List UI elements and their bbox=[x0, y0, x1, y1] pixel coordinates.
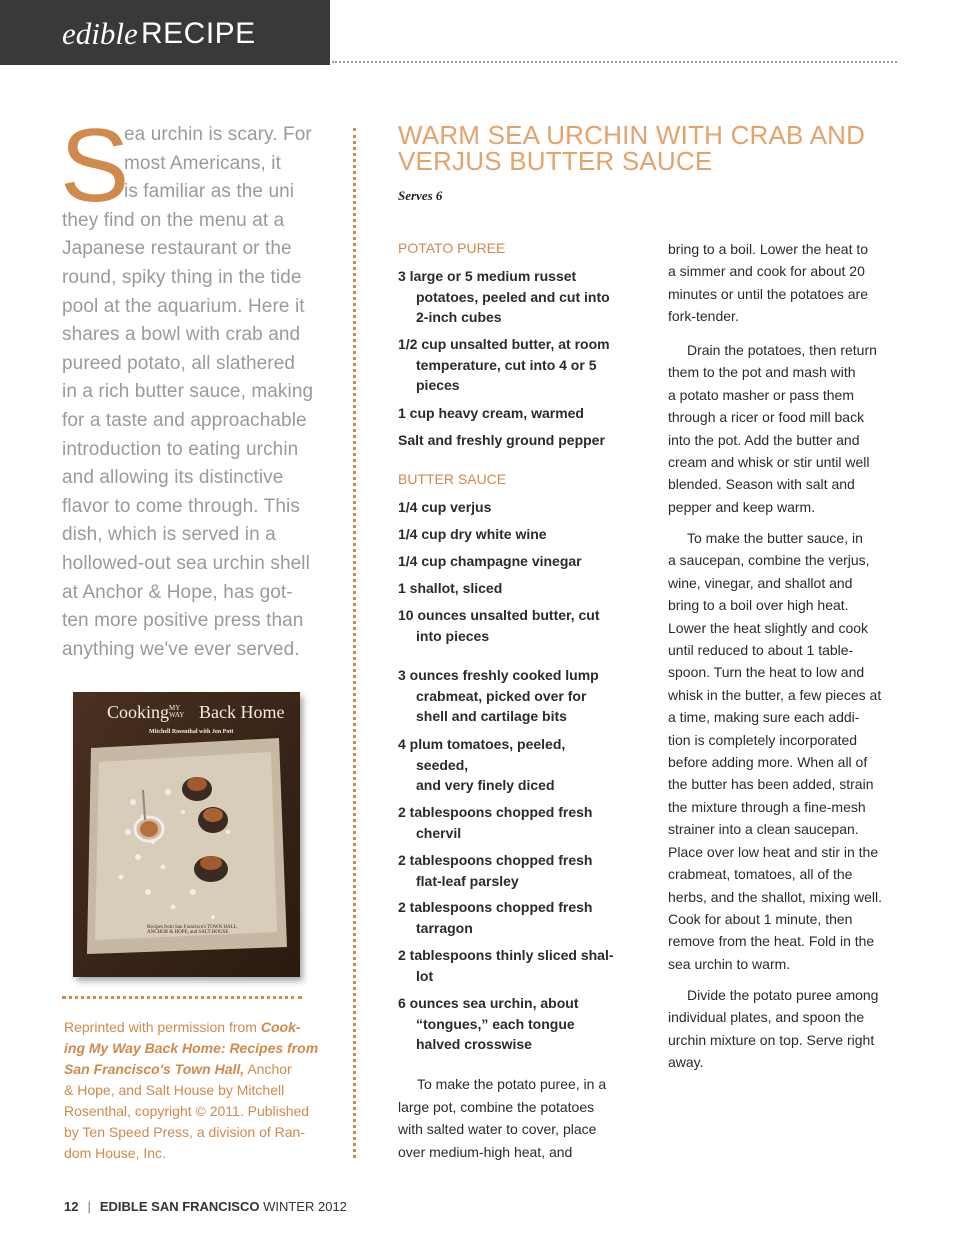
section-name: RECIPE bbox=[141, 17, 256, 50]
text-line: spoon. Turn the heat to low and bbox=[668, 664, 865, 681]
text-line: flat-leaf parsley bbox=[416, 872, 519, 889]
text-line: crabmeat, picked over for bbox=[416, 687, 587, 704]
text-line: 1/2 cup unsalted butter, at room bbox=[398, 336, 610, 352]
ingredient bbox=[398, 551, 628, 572]
intro-line: hollowed-out sea urchin shell bbox=[62, 553, 310, 574]
text-line: shell and cartilage bits bbox=[416, 708, 567, 724]
intro-line: pool at the aquarium. Here it bbox=[62, 295, 305, 317]
text-line: crabmeat, tomatoes, all of the bbox=[668, 866, 853, 883]
text-line: 2 tablespoons chopped fresh bbox=[398, 852, 593, 868]
text-line: before adding more. When all of bbox=[668, 754, 868, 771]
text-line: a potato masher or pass them bbox=[668, 386, 854, 403]
text-line: 6 ounces sea urchin, about bbox=[398, 995, 579, 1011]
text-line: bring to a boil over high heat. bbox=[668, 597, 849, 614]
ingredient bbox=[398, 605, 628, 646]
text-line: wine, vinegar, and shallot and bbox=[668, 574, 853, 591]
text-line: minutes or until the potatoes are bbox=[668, 285, 869, 302]
text-line: over medium-high heat, and bbox=[398, 1143, 573, 1160]
text-line: large pot, combine the potatoes bbox=[398, 1098, 595, 1115]
text-line: 4 plum tomatoes, peeled, bbox=[398, 736, 566, 752]
intro-line: round, spiky thing in the tide bbox=[62, 267, 302, 288]
ingredient bbox=[398, 403, 628, 424]
method-paragraph bbox=[668, 339, 900, 518]
intro-line: flavor to come through. This bbox=[62, 495, 300, 517]
column-divider bbox=[353, 128, 356, 1158]
magazine-name: EDIBLE SAN FRANCISCO bbox=[99, 1199, 260, 1214]
credit-line: by Ten Speed Press, a division of Ran- bbox=[64, 1124, 305, 1140]
servings: Serves 6 bbox=[398, 188, 443, 203]
credit-line: Reprinted with permission from Cook- bbox=[64, 1019, 301, 1035]
text-line: the mixture through a fine-mesh bbox=[668, 798, 866, 815]
text-line: remove from the heat. Fold in the bbox=[668, 933, 875, 950]
text-line: Cook for about 1 minute, then bbox=[668, 910, 853, 927]
text-line: them to the pot and mash with bbox=[668, 364, 856, 381]
text-line: blended. Season with salt and bbox=[668, 476, 855, 493]
text-line: 3 ounces freshly cooked lump bbox=[398, 667, 599, 683]
text-line: fork-tender. bbox=[668, 308, 739, 325]
text-line: sea urchin to warm. bbox=[668, 955, 791, 972]
text-line: 2 tablespoons chopped fresh bbox=[398, 804, 593, 820]
text-line: To make the butter sauce, in bbox=[687, 530, 863, 546]
page-number: 12 bbox=[64, 1199, 79, 1214]
ingredient bbox=[398, 850, 628, 891]
text-line: Salt and freshly ground pepper bbox=[398, 432, 605, 448]
text-line: Drain the potatoes, then return bbox=[687, 342, 877, 358]
text-line: with salted water to cover, place bbox=[398, 1121, 597, 1137]
text-line: away. bbox=[668, 1054, 704, 1071]
ingredient bbox=[398, 266, 628, 328]
credit-line: Rosenthal, copyright © 2011. Published bbox=[64, 1103, 310, 1119]
text-line: Place over low heat and stir in the bbox=[668, 843, 879, 860]
book-cover-image bbox=[73, 692, 300, 977]
text-line: into the pot. Add the butter and bbox=[668, 431, 860, 448]
recipe-title bbox=[398, 122, 898, 174]
intro-line: introduction to eating urchin bbox=[62, 438, 299, 460]
book-author: Mitchell Rosenthal with Jon Pott bbox=[149, 729, 234, 735]
text-line: whisk in the butter, a few pieces at bbox=[668, 686, 882, 703]
section-header bbox=[0, 0, 330, 65]
ingredient bbox=[398, 665, 628, 727]
intro-line: in a rich butter sauce, making bbox=[62, 381, 314, 403]
method-paragraph bbox=[668, 527, 900, 975]
method-paragraph bbox=[668, 984, 900, 1074]
credit-line: dom House, Inc. bbox=[64, 1145, 166, 1161]
text-line: 1 cup heavy cream, warmed bbox=[398, 405, 584, 421]
intro-line: ea urchin is scary. For bbox=[124, 124, 312, 145]
text-line: To make the potato puree, in a bbox=[417, 1076, 607, 1092]
text-line: Divide the potato puree among bbox=[687, 987, 879, 1003]
text-line: a saucepan, combine the verjus, bbox=[668, 552, 870, 569]
intro-line: pureed potato, all slathered bbox=[62, 352, 296, 374]
intro-line: and allowing its distinctive bbox=[62, 467, 284, 489]
text-line: halved crosswise bbox=[416, 1036, 532, 1052]
text-line: bring to a boil. Lower the heat to bbox=[668, 241, 869, 257]
intro-line: anything we've ever served. bbox=[62, 638, 300, 660]
ingredient bbox=[398, 897, 628, 938]
book-title-my: MY WAY bbox=[169, 704, 185, 719]
intro-line: shares a bowl with crab and bbox=[62, 324, 301, 346]
text-line: 1/4 cup dry white wine bbox=[398, 526, 547, 542]
intro-line: most Americans, it bbox=[124, 152, 282, 174]
ingredient bbox=[398, 334, 628, 396]
recipe-title-line: VERJUS BUTTER SAUCE bbox=[398, 146, 713, 176]
text-line: pieces bbox=[416, 377, 460, 393]
text-line: 2 tablespoons chopped fresh bbox=[398, 899, 593, 915]
ingredient bbox=[398, 578, 628, 599]
brand-name: edible bbox=[62, 16, 138, 51]
intro-line: for a taste and approachable bbox=[62, 410, 307, 431]
credit-divider bbox=[62, 996, 302, 999]
text-line: potatoes, peeled and cut into bbox=[416, 288, 610, 305]
section-heading-butter-sauce: BUTTER SAUCE bbox=[398, 471, 507, 487]
text-line: 1 shallot, sliced bbox=[398, 580, 503, 596]
book-subtitle: Recipes from San Francisco's TOWN HALL, ANCHOR & HOPE, and SALT HOUSE bbox=[147, 925, 238, 935]
text-line: 1/4 cup verjus bbox=[398, 499, 492, 515]
book-title: Cooking Back Home bbox=[107, 702, 285, 722]
text-line: tarragon bbox=[416, 919, 473, 936]
text-line: 3 large or 5 medium russet bbox=[398, 268, 577, 284]
text-line: a simmer and cook for about 20 bbox=[668, 263, 865, 280]
ingredient bbox=[398, 524, 628, 545]
intro-line: dish, which is served in a bbox=[62, 524, 276, 546]
section-heading-potato-puree: POTATO PUREE bbox=[398, 240, 506, 256]
text-line: 1/4 cup champagne vinegar bbox=[398, 553, 582, 569]
intro-line: they find on the menu at a bbox=[62, 209, 285, 231]
credit-line: San Francisco's Town Hall, Anchor bbox=[64, 1061, 292, 1077]
text-line: herbs, and the shallot, mixing well. bbox=[668, 888, 882, 905]
text-line: 10 ounces unsalted butter, cut bbox=[398, 607, 600, 623]
text-line: strainer into a clean saucepan. bbox=[668, 821, 859, 838]
intro-line: ten more positive press than bbox=[62, 610, 304, 632]
credit-line: & Hope, and Salt House by Mitchell bbox=[64, 1082, 285, 1098]
text-line: urchin mixture on top. Serve right bbox=[668, 1031, 875, 1048]
text-line: and very finely diced bbox=[416, 777, 555, 793]
text-line: 2-inch cubes bbox=[416, 309, 502, 325]
issue-name: WINTER 2012 bbox=[259, 1199, 347, 1214]
method-paragraph bbox=[668, 238, 900, 328]
ingredient bbox=[398, 430, 628, 451]
page-footer bbox=[64, 1199, 347, 1214]
ingredient bbox=[398, 802, 628, 843]
text-line: tion is completely incorporated bbox=[668, 731, 858, 748]
ingredient bbox=[398, 945, 628, 986]
text-line: Lower the heat slightly and cook bbox=[668, 619, 869, 636]
footer-separator: | bbox=[87, 1199, 91, 1214]
text-line: the butter has been added, strain bbox=[668, 776, 874, 793]
text-line: individual plates, and spoon the bbox=[668, 1009, 865, 1026]
ingredient bbox=[398, 734, 628, 796]
text-line: seeded, bbox=[416, 756, 469, 773]
intro-line: at Anchor & Hope, has got- bbox=[62, 581, 293, 603]
text-line: through a ricer or food mill back bbox=[668, 409, 865, 426]
text-line: until reduced to about 1 table- bbox=[668, 642, 854, 659]
text-line: 2 tablespoons thinly sliced shal- bbox=[398, 947, 614, 963]
text-line: cream and whisk or stir until well bbox=[668, 454, 870, 471]
text-line: “tongues,” each tongue bbox=[416, 1015, 575, 1032]
ingredient bbox=[398, 497, 628, 518]
text-line: into pieces bbox=[416, 627, 490, 644]
drop-cap: S bbox=[60, 108, 130, 224]
intro-line: Japanese restaurant or the bbox=[62, 238, 292, 260]
intro-line: is familiar as the uni bbox=[124, 181, 295, 203]
text-line: pepper and keep warm. bbox=[668, 498, 816, 515]
text-line: a time, making sure each addi- bbox=[668, 709, 860, 726]
credit-line: ing My Way Back Home: Recipes from bbox=[64, 1040, 319, 1056]
method-paragraph bbox=[398, 1073, 628, 1163]
text-line: lot bbox=[416, 967, 434, 984]
text-line: temperature, cut into 4 or 5 bbox=[416, 356, 597, 373]
text-line: chervil bbox=[416, 824, 462, 841]
header-divider bbox=[332, 61, 897, 63]
ingredient bbox=[398, 993, 628, 1055]
recipe-title-line: WARM SEA URCHIN WITH CRAB AND bbox=[398, 120, 866, 150]
